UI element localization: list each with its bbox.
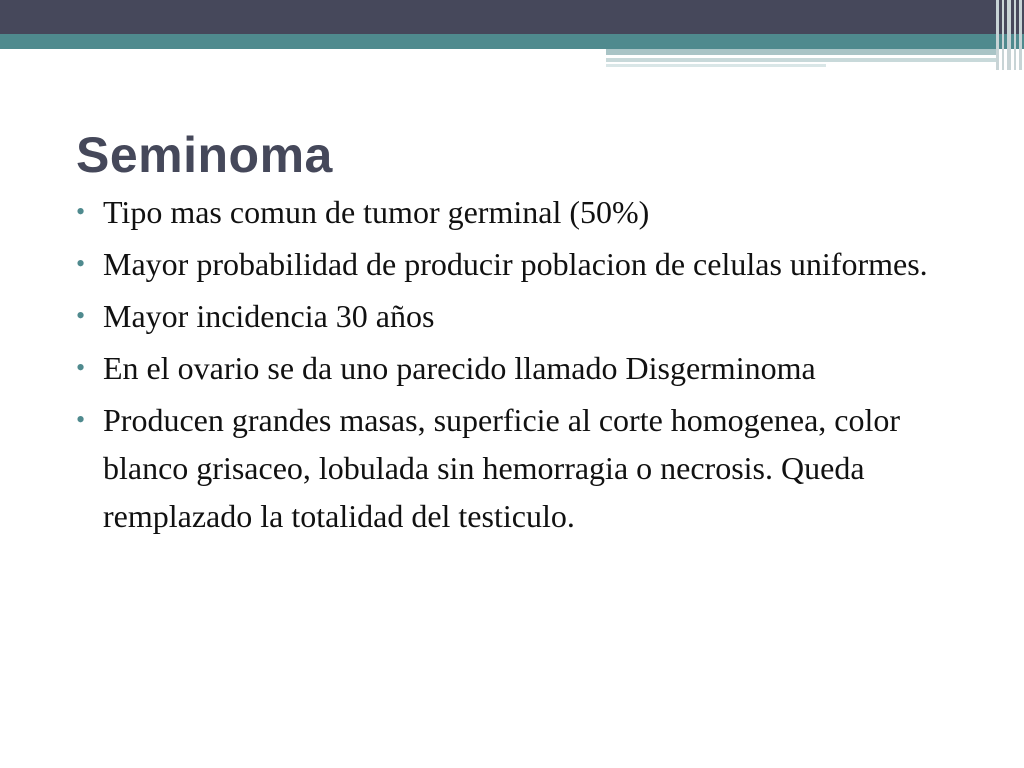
bullet-text: Tipo mas comun de tumor germinal (50%) <box>103 194 650 230</box>
bullet-text: Mayor incidencia 30 años <box>103 298 435 334</box>
bullet-list <box>76 188 976 544</box>
slide-title: Seminoma <box>76 127 333 183</box>
header-accent-line <box>606 58 996 62</box>
bullet-dot-icon: • <box>76 353 86 382</box>
bullet-dot-icon: • <box>76 249 86 278</box>
header-vertical-stripes <box>994 0 1024 70</box>
bullet-item <box>76 240 976 288</box>
bullet-item <box>76 344 976 392</box>
bullet-text: Producen grandes masas, superficie al corte homogenea, color blanco grisaceo, lobulada sin hemorragia o necrosis. Queda remplazado la totalidad del testiculo. <box>103 402 901 534</box>
bullet-item <box>76 188 976 236</box>
bullet-text: Mayor probabilidad de producir poblacion de celulas uniformes. <box>103 246 928 282</box>
header-accent-line <box>606 49 996 55</box>
header-accent-line <box>606 64 826 67</box>
bullet-text: En el ovario se da uno parecido llamado Disgerminoma <box>103 350 816 386</box>
bullet-item <box>76 396 976 540</box>
bullet-dot-icon: • <box>76 301 86 330</box>
bullet-dot-icon: • <box>76 197 86 226</box>
header-teal-band <box>0 34 1024 49</box>
header-dark-band <box>0 0 1024 34</box>
bullet-dot-icon: • <box>76 405 86 434</box>
bullet-item <box>76 292 976 340</box>
